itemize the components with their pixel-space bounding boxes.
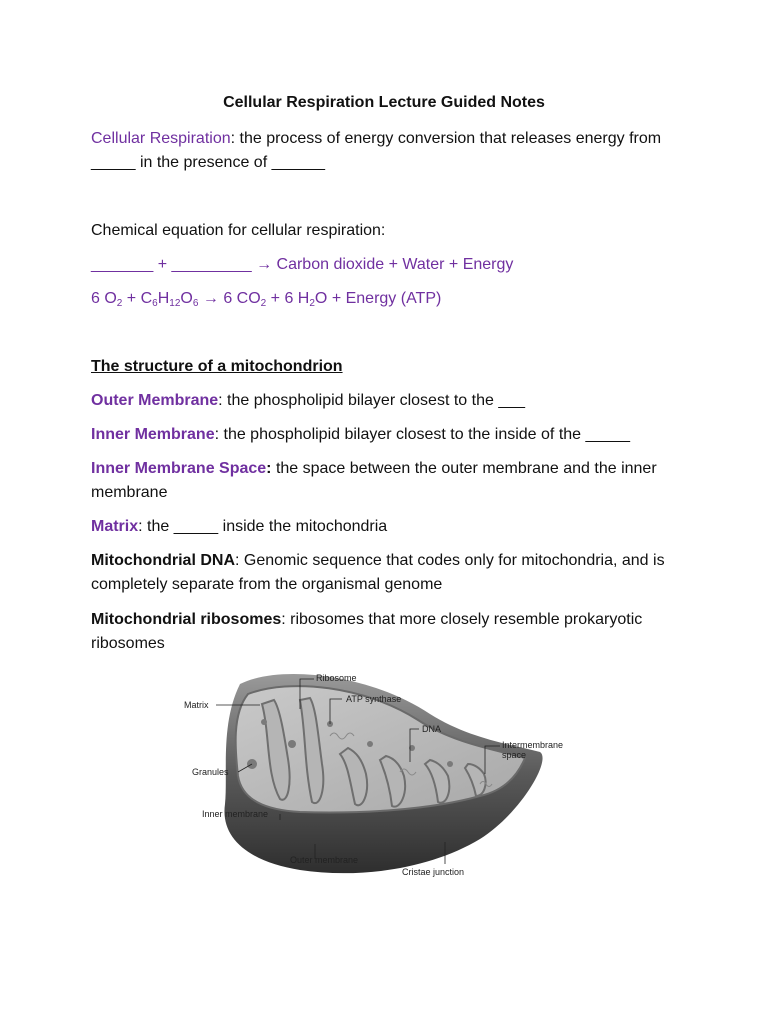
definition-paragraph	[91, 127, 691, 175]
arrow-icon: →	[251, 256, 277, 273]
item-outer-membrane	[91, 389, 691, 413]
item-text: the _____ inside the mitochondria	[142, 518, 388, 535]
item-text: ribosomes that more closely resemble prokaryotic ribosomes	[91, 611, 643, 652]
label-outer-membrane: Outer membrane	[290, 855, 359, 865]
item-sep: :	[266, 460, 272, 477]
item-sep: :	[138, 518, 143, 535]
item-sep: :	[281, 611, 286, 628]
item-sep: :	[218, 392, 223, 409]
item-mitochondrial-dna	[91, 549, 691, 597]
item-term: Outer Membrane	[91, 392, 219, 409]
formula-subscript: 2	[116, 298, 123, 309]
formula-subscript: 6	[192, 298, 199, 309]
mitochondrion-diagram	[180, 664, 582, 884]
item-text: Genomic sequence that codes only for mitochondria, and is completely separate from the organismal genome	[91, 552, 665, 593]
formula-subscript: 2	[260, 298, 267, 309]
equation-formula-line	[91, 287, 691, 311]
formula-part: + C	[122, 290, 153, 307]
item-term: Mitochondrial ribosomes	[91, 611, 282, 628]
item-text: the phospholipid bilayer closest to the inside of the _____	[219, 426, 630, 443]
structure-heading: The structure of a mitochondrion	[91, 358, 343, 375]
item-mitochondrial-ribosomes	[91, 608, 691, 656]
item-inner-membrane-space	[91, 457, 691, 505]
label-dna: DNA	[422, 724, 442, 734]
definition-text-line2: _____ in the presence of ______	[91, 154, 325, 171]
formula-subscript: 2	[309, 298, 315, 309]
item-inner-membrane	[91, 423, 691, 447]
item-sep: :	[235, 552, 240, 569]
item-text: the space between the outer membrane and the inner membrane	[91, 460, 657, 501]
equation-blank-2: _________	[171, 256, 252, 273]
item-text: the phospholipid bilayer closest to the ___	[222, 392, 526, 409]
formula-subscript: 12	[169, 298, 181, 309]
label-atp-synthase: ATP synthase	[346, 694, 402, 704]
label-intermembrane: Intermembrane	[502, 740, 564, 750]
formula-part: 6 CO	[223, 290, 261, 307]
label-matrix: Matrix	[184, 700, 209, 710]
label-intermembrane-space: space	[502, 750, 527, 760]
equation-heading: Chemical equation for cellular respiration:	[91, 222, 386, 239]
definition-text-line1: : the process of energy conversion that releases energy from	[230, 130, 662, 147]
formula-part: + 6 H	[266, 290, 310, 307]
label-inner-membrane: Inner membrane	[202, 809, 269, 819]
item-sep: :	[214, 426, 220, 443]
label-cristae-junction: Cristae junction	[402, 867, 465, 877]
formula-part: O	[180, 290, 193, 307]
equation-plus: +	[153, 256, 172, 273]
equation-products: Carbon dioxide + Water + Energy	[276, 256, 514, 273]
equation-blank-line	[91, 253, 691, 277]
item-term: Inner Membrane	[91, 426, 215, 443]
label-granules: Granules	[192, 767, 229, 777]
definition-term: Cellular Respiration	[91, 130, 231, 147]
formula-part: H	[157, 290, 170, 307]
arrow-icon: →	[198, 290, 224, 307]
formula-part: O + Energy (ATP)	[314, 290, 442, 307]
label-ribosome: Ribosome	[316, 673, 357, 683]
item-matrix	[91, 515, 691, 539]
item-term: Mitochondrial DNA	[91, 552, 235, 569]
formula-part: 6 O	[91, 290, 117, 307]
item-term: Matrix	[91, 518, 139, 535]
item-term: Inner Membrane Space	[91, 460, 267, 477]
equation-blank-1: _______	[91, 256, 154, 273]
formula-subscript: 6	[152, 298, 158, 309]
page-title: Cellular Respiration Lecture Guided Notes	[223, 94, 545, 111]
